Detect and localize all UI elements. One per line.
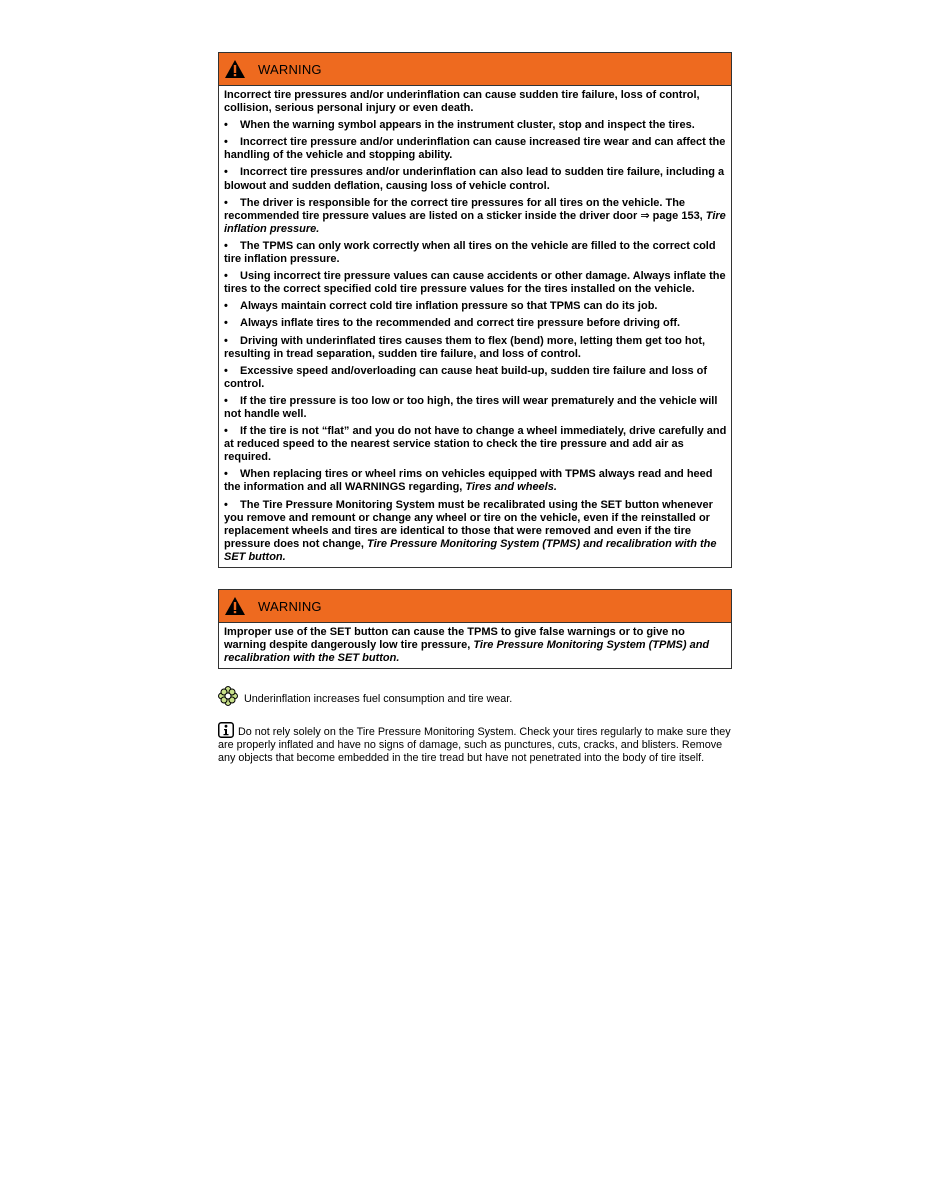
warning-bullet-item — [224, 197, 727, 236]
warning-bullet-item — [224, 365, 727, 391]
warning-bullet-item — [224, 425, 727, 464]
bullet-text: The driver is responsible for the correct tire pressures for all tires on the vehicle. The recommended tire pressure values are listed on a sticker inside the driver door ⇒ page 153, — [224, 196, 706, 222]
bullet-marker: • — [224, 364, 228, 377]
warning-bullet-item — [224, 395, 727, 421]
warning-bullet-item — [224, 468, 727, 494]
warning-box-set-button — [218, 589, 732, 669]
environment-note-text: Underinflation increases fuel consumption and tire wear. — [244, 693, 513, 705]
bullet-marker: • — [224, 196, 228, 209]
warning-bullet-item — [224, 270, 727, 296]
bullet-text: Using incorrect tire pressure values can cause accidents or other damage. Always inflate the tires to the correct specified cold tire pressure values for the tires installed on the vehicle. — [224, 270, 726, 296]
bullet-marker: • — [224, 270, 228, 283]
bullet-text: The TPMS can only work correctly when all tires on the vehicle are filled to the correct cold tire inflation pressure. — [224, 239, 716, 266]
warning-title: WARNING — [258, 61, 322, 77]
bullet-text: When the warning symbol appears in the instrument cluster, stop and inspect the tires. — [240, 119, 695, 132]
warning-bullet-item — [224, 499, 727, 564]
bullet-text: Incorrect tire pressure and/or underinflation can cause increased tire wear and can affect the handling of the vehicle and stopping ability. — [224, 136, 726, 162]
bullet-reference: Tire Pressure Monitoring System (TPMS) and recalibration with the SET button. — [224, 537, 717, 563]
warning-bullet-item — [224, 166, 727, 192]
warning-title: WARNING — [258, 598, 322, 614]
warning-bullet-item — [224, 136, 727, 162]
bullet-text: Always inflate tires to the recommended and correct tire pressure before driving off. — [240, 317, 681, 330]
bullet-marker: • — [224, 239, 228, 252]
bullet-marker: • — [224, 468, 228, 481]
info-note-text: Do not rely solely on the Tire Pressure Monitoring System. Check your tires regularly to make sure they are properly inflated and have no signs of damage, such as punctures, cuts, cracks, and blisters. Remove any objects that become embedded in the tire tread but have not penetrated into the body of tire itself. — [218, 726, 731, 764]
warning-bullet-item — [224, 300, 727, 313]
bullet-text: If the tire is not “flat” and you do not have to change a wheel immediately, drive carefully and at reduced speed to the nearest service station to check the tire pressure and add air as required. — [224, 425, 727, 464]
bullet-marker: • — [224, 166, 228, 179]
bullet-marker: • — [224, 119, 228, 132]
bullet-marker: • — [224, 394, 228, 407]
warning-bullet-item — [224, 240, 727, 266]
bullet-text: Excessive speed and/overloading can cause heat build-up, sudden tire failure and loss of control. — [224, 364, 708, 390]
info-icon — [218, 722, 234, 738]
warning-triangle-icon — [224, 596, 246, 616]
warning-header — [219, 53, 731, 86]
warning-body — [219, 86, 731, 567]
bullet-marker: • — [224, 317, 228, 330]
warning-text-main: Improper use of the SET button can cause the TPMS to give false warnings or to give no warning despite dangerously low tire pressure, — [224, 626, 685, 652]
bullet-reference: Tire inflation pressure. — [224, 209, 726, 235]
info-note — [218, 722, 732, 765]
bullet-text: Incorrect tire pressures and/or underinflation can also lead to sudden tire failure, including a blowout and sudden deflation, causing loss of vehicle control. — [224, 166, 725, 192]
warning-intro: Incorrect tire pressures and/or underinflation can cause sudden tire failure, loss of control, collision, serious personal injury or even death. — [224, 89, 700, 115]
environment-flower-icon — [218, 686, 238, 706]
bullet-text: The Tire Pressure Monitoring System must be recalibrated using the SET button whenever you remove and remount or change any wheel or tire on the vehicle, even if the reinstalled or replacement wheels and tires are identical to those that were removed and even if the tire pressure does not change, — [224, 498, 713, 550]
bullet-marker: • — [224, 425, 228, 438]
warning-text — [224, 626, 727, 665]
warning-bullet-item — [224, 317, 727, 330]
warning-triangle-icon — [224, 59, 246, 79]
bullet-text: Always maintain correct cold tire inflation pressure so that TPMS can do its job. — [240, 300, 658, 313]
environment-note — [218, 686, 732, 706]
warning-body — [219, 623, 731, 668]
bullet-text: Driving with underinflated tires causes them to flex (bend) more, letting them get too hot, resulting in tread separation, sudden tire failure, and loss of control. — [224, 334, 706, 360]
bullet-marker: • — [224, 498, 228, 511]
warning-bullet-item — [224, 119, 727, 132]
warning-bullet-item — [224, 335, 727, 361]
bullet-text: When replacing tires or wheel rims on vehicles equipped with TPMS always read and heed the information and all WARNINGS regarding, — [224, 468, 713, 494]
bullet-marker: • — [224, 300, 228, 313]
bullet-marker: • — [224, 136, 228, 149]
bullet-marker: • — [224, 334, 228, 347]
bullet-text: If the tire pressure is too low or too high, the tires will wear prematurely and the vehicle will not handle well. — [224, 394, 718, 420]
warning-box-tire-pressure — [218, 52, 732, 568]
warning-header — [219, 590, 731, 623]
bullet-reference: Tires and wheels. — [465, 481, 557, 494]
warning-text-reference: Tire Pressure Monitoring System (TPMS) and recalibration with the SET button. — [224, 639, 710, 665]
